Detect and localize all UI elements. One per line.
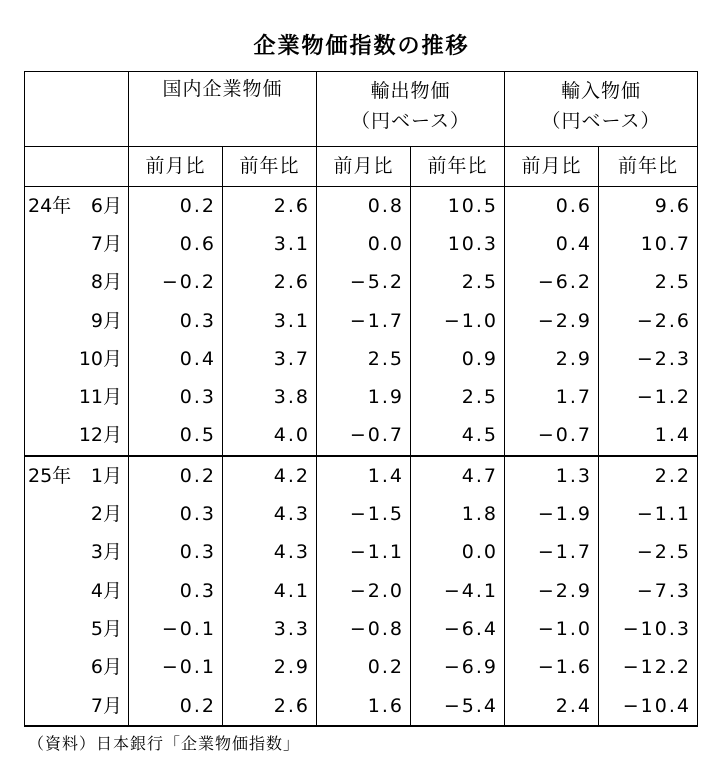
value-import-mom: 1.7 bbox=[505, 378, 599, 416]
header-export: 輸出物価 bbox=[317, 72, 505, 112]
value-domestic-yoy: 3.8 bbox=[223, 378, 317, 416]
value-domestic-mom: −0.1 bbox=[129, 610, 223, 648]
table-row bbox=[25, 610, 698, 648]
table-row bbox=[25, 225, 698, 263]
value-export-mom: 1.6 bbox=[317, 687, 411, 726]
value-export-yoy: −1.0 bbox=[411, 302, 505, 340]
value-export-mom: −1.7 bbox=[317, 302, 411, 340]
table-row bbox=[25, 495, 698, 533]
value-import-yoy: −1.1 bbox=[599, 495, 698, 533]
month-cell bbox=[25, 264, 129, 302]
value-import-mom: −0.7 bbox=[505, 417, 599, 456]
value-domestic-yoy: 2.6 bbox=[223, 264, 317, 302]
value-export-yoy: 2.5 bbox=[411, 378, 505, 416]
month-label: 3月 bbox=[90, 541, 122, 564]
header-export-mom: 前月比 bbox=[317, 147, 411, 187]
month-cell bbox=[25, 687, 129, 726]
month-label: 6月 bbox=[90, 194, 122, 217]
value-import-mom: −1.6 bbox=[505, 649, 599, 687]
corner-cell-lower bbox=[25, 147, 129, 187]
value-import-mom: 1.3 bbox=[505, 456, 599, 495]
table-row bbox=[25, 417, 698, 456]
table-row bbox=[25, 340, 698, 378]
value-export-mom: 1.9 bbox=[317, 378, 411, 416]
value-export-yoy: 1.8 bbox=[411, 495, 505, 533]
year-label: 24年 bbox=[28, 194, 72, 217]
header-domestic-yoy: 前年比 bbox=[223, 147, 317, 187]
value-import-mom: −1.9 bbox=[505, 495, 599, 533]
month-cell bbox=[25, 495, 129, 533]
value-domestic-mom: −0.2 bbox=[129, 264, 223, 302]
month-label: 11月 bbox=[78, 386, 122, 409]
month-label: 7月 bbox=[90, 232, 122, 255]
month-cell bbox=[25, 225, 129, 263]
value-import-mom: 2.4 bbox=[505, 687, 599, 726]
value-import-yoy: −7.3 bbox=[599, 572, 698, 610]
value-export-mom: −2.0 bbox=[317, 572, 411, 610]
header-import-yoy: 前年比 bbox=[599, 147, 698, 187]
value-domestic-mom: 0.3 bbox=[129, 534, 223, 572]
value-domestic-mom: 0.4 bbox=[129, 340, 223, 378]
month-cell bbox=[25, 610, 129, 648]
header-domestic-mom: 前月比 bbox=[129, 147, 223, 187]
month-label: 12月 bbox=[78, 424, 122, 447]
value-import-mom: 2.9 bbox=[505, 340, 599, 378]
header-domestic: 国内企業物価 bbox=[129, 72, 317, 147]
value-import-yoy: −12.2 bbox=[599, 649, 698, 687]
table-row bbox=[25, 687, 698, 726]
value-import-mom: −2.9 bbox=[505, 572, 599, 610]
value-domestic-yoy: 4.2 bbox=[223, 456, 317, 495]
value-export-yoy: −6.9 bbox=[411, 649, 505, 687]
value-export-mom: 1.4 bbox=[317, 456, 411, 495]
value-import-yoy: −10.4 bbox=[599, 687, 698, 726]
month-cell bbox=[25, 187, 129, 226]
table-row bbox=[25, 378, 698, 416]
value-domestic-yoy: 4.0 bbox=[223, 417, 317, 456]
value-domestic-mom: 0.3 bbox=[129, 378, 223, 416]
value-import-yoy: 2.5 bbox=[599, 264, 698, 302]
value-domestic-mom: 0.3 bbox=[129, 302, 223, 340]
value-import-yoy: 1.4 bbox=[599, 417, 698, 456]
header-export-sub: （円ベース） bbox=[317, 112, 505, 147]
value-export-mom: −1.1 bbox=[317, 534, 411, 572]
month-label: 9月 bbox=[90, 309, 122, 332]
value-domestic-mom: 0.6 bbox=[129, 225, 223, 263]
header-import-mom: 前月比 bbox=[505, 147, 599, 187]
value-import-mom: −1.0 bbox=[505, 610, 599, 648]
value-import-yoy: −10.3 bbox=[599, 610, 698, 648]
header-export-yoy: 前年比 bbox=[411, 147, 505, 187]
month-label: 6月 bbox=[90, 656, 122, 679]
table-row bbox=[25, 534, 698, 572]
month-cell bbox=[25, 378, 129, 416]
year-label: 25年 bbox=[28, 464, 72, 487]
value-export-yoy: −4.1 bbox=[411, 572, 505, 610]
month-label: 7月 bbox=[90, 694, 122, 717]
value-domestic-yoy: 4.1 bbox=[223, 572, 317, 610]
value-domestic-yoy: 2.9 bbox=[223, 649, 317, 687]
value-domestic-yoy: 3.1 bbox=[223, 225, 317, 263]
table-row bbox=[25, 187, 698, 226]
month-label: 5月 bbox=[90, 617, 122, 640]
value-domestic-mom: 0.2 bbox=[129, 687, 223, 726]
month-cell bbox=[25, 649, 129, 687]
month-label: 1月 bbox=[90, 464, 122, 487]
value-export-mom: −1.5 bbox=[317, 495, 411, 533]
value-export-mom: −0.8 bbox=[317, 610, 411, 648]
value-export-mom: 0.2 bbox=[317, 649, 411, 687]
value-domestic-yoy: 3.7 bbox=[223, 340, 317, 378]
source-note: （資料）日本銀行「企業物価指数」 bbox=[28, 734, 301, 753]
value-export-yoy: 2.5 bbox=[411, 264, 505, 302]
value-export-mom: −5.2 bbox=[317, 264, 411, 302]
value-import-yoy: 2.2 bbox=[599, 456, 698, 495]
value-import-yoy: −1.2 bbox=[599, 378, 698, 416]
header-import: 輸入物価 bbox=[505, 72, 698, 112]
value-domestic-yoy: 2.6 bbox=[223, 187, 317, 226]
value-domestic-mom: 0.2 bbox=[129, 456, 223, 495]
value-domestic-yoy: 3.3 bbox=[223, 610, 317, 648]
month-cell bbox=[25, 417, 129, 456]
value-domestic-mom: 0.3 bbox=[129, 572, 223, 610]
value-import-mom: 0.6 bbox=[505, 187, 599, 226]
value-export-yoy: 10.5 bbox=[411, 187, 505, 226]
value-export-mom: 2.5 bbox=[317, 340, 411, 378]
value-import-yoy: −2.5 bbox=[599, 534, 698, 572]
table-row bbox=[25, 649, 698, 687]
month-cell bbox=[25, 302, 129, 340]
value-export-mom: 0.0 bbox=[317, 225, 411, 263]
table-row bbox=[25, 264, 698, 302]
value-export-yoy: 10.3 bbox=[411, 225, 505, 263]
value-domestic-yoy: 4.3 bbox=[223, 495, 317, 533]
month-cell bbox=[25, 572, 129, 610]
month-label: 10月 bbox=[78, 347, 122, 370]
value-export-yoy: −6.4 bbox=[411, 610, 505, 648]
value-import-yoy: 10.7 bbox=[599, 225, 698, 263]
value-import-mom: −2.9 bbox=[505, 302, 599, 340]
value-import-yoy: 9.6 bbox=[599, 187, 698, 226]
header-import-sub: （円ベース） bbox=[505, 112, 698, 147]
value-export-yoy: 0.0 bbox=[411, 534, 505, 572]
table-row bbox=[25, 302, 698, 340]
page-title: 企業物価指数の推移 bbox=[253, 34, 470, 59]
value-export-yoy: −5.4 bbox=[411, 687, 505, 726]
month-label: 2月 bbox=[90, 503, 122, 526]
value-domestic-mom: 0.5 bbox=[129, 417, 223, 456]
month-cell bbox=[25, 456, 129, 495]
value-domestic-yoy: 4.3 bbox=[223, 534, 317, 572]
month-cell bbox=[25, 534, 129, 572]
price-index-table bbox=[24, 71, 698, 727]
value-import-yoy: −2.3 bbox=[599, 340, 698, 378]
month-label: 4月 bbox=[90, 579, 122, 602]
value-export-yoy: 4.7 bbox=[411, 456, 505, 495]
value-import-yoy: −2.6 bbox=[599, 302, 698, 340]
value-domestic-yoy: 2.6 bbox=[223, 687, 317, 726]
table-row bbox=[25, 572, 698, 610]
value-export-yoy: 0.9 bbox=[411, 340, 505, 378]
table-row bbox=[25, 456, 698, 495]
value-import-mom: 0.4 bbox=[505, 225, 599, 263]
month-cell bbox=[25, 340, 129, 378]
value-export-mom: −0.7 bbox=[317, 417, 411, 456]
value-domestic-yoy: 3.1 bbox=[223, 302, 317, 340]
month-label: 8月 bbox=[90, 271, 122, 294]
value-import-mom: −6.2 bbox=[505, 264, 599, 302]
value-export-mom: 0.8 bbox=[317, 187, 411, 226]
value-domestic-mom: 0.2 bbox=[129, 187, 223, 226]
value-import-mom: −1.7 bbox=[505, 534, 599, 572]
value-export-yoy: 4.5 bbox=[411, 417, 505, 456]
corner-cell bbox=[25, 72, 129, 147]
value-domestic-mom: −0.1 bbox=[129, 649, 223, 687]
value-domestic-mom: 0.3 bbox=[129, 495, 223, 533]
